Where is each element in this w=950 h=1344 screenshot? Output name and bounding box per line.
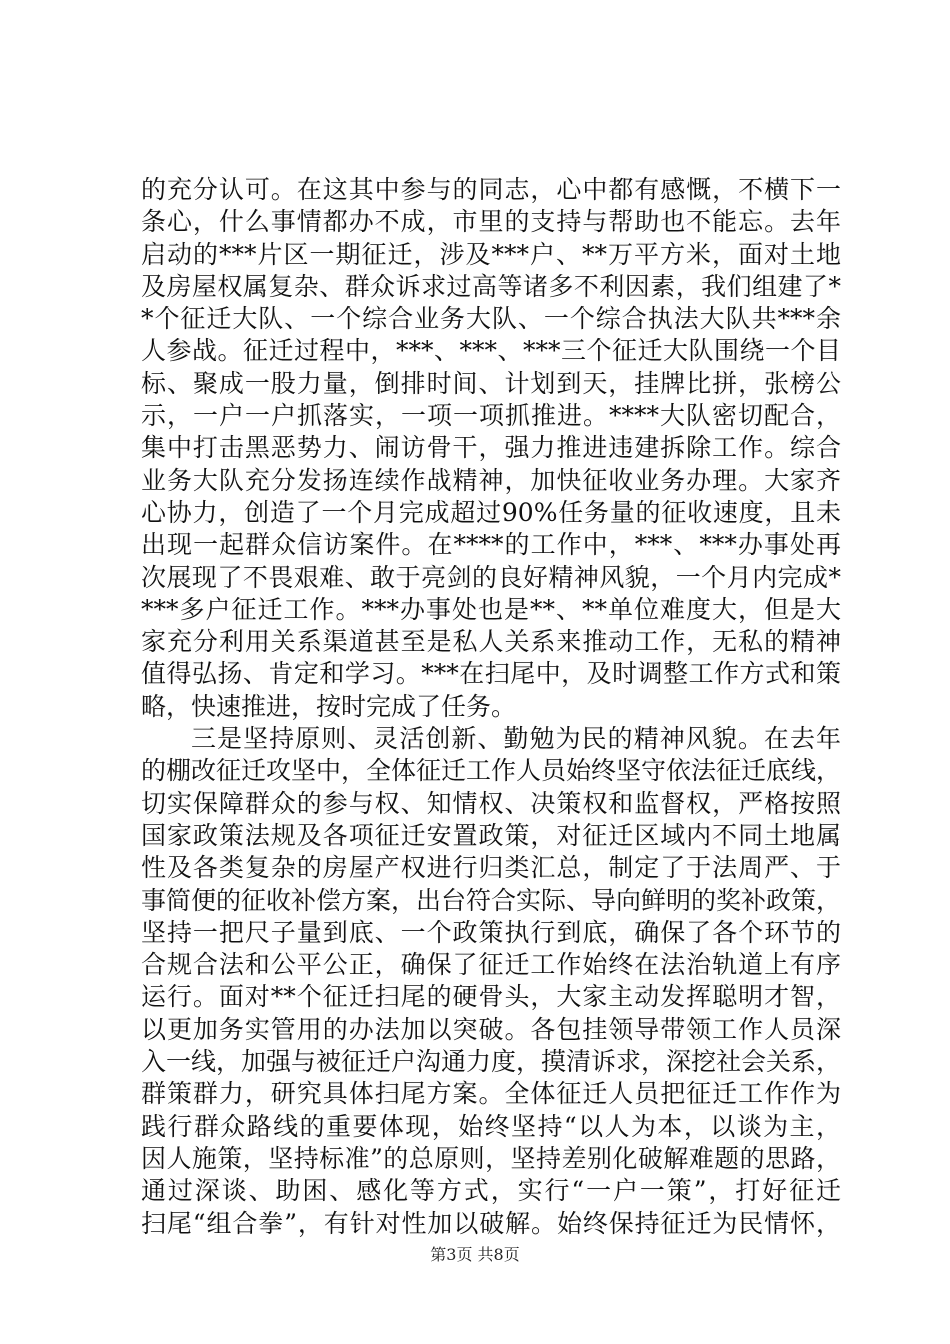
text-line: 群策群力，研究具体扫尾方案。全体征迁人员把征迁工作作为 [141,1079,841,1109]
text-line: 示，一户一户抓落实，一项一项抓推进。****大队密切配合， [141,401,841,431]
text-line: ***多户征迁工作。***办事处也是**、**单位难度大，但是大 [141,594,841,624]
text-line: 心协力，创造了一个月完成超过90%任务量的征收速度，且未 [141,497,841,527]
text-line: *个征迁大队、一个综合业务大队、一个综合执法大队共***余 [141,304,841,334]
text-line: 业务大队充分发扬连续作战精神，加快征收业务办理。大家齐 [141,465,841,495]
text-line: 切实保障群众的参与权、知情权、决策权和监督权，严格按照 [141,788,841,818]
paragraph-heading-line: 三是坚持原则、灵活创新、勤勉为民的精神风貌。在去年 [191,724,841,754]
text-line: 的棚改征迁攻坚中，全体征迁工作人员始终坚守依法征迁底线， [141,756,842,786]
text-line: 及房屋权属复杂、群众诉求过高等诸多不利因素，我们组建了* [141,271,841,301]
text-line: 的充分认可。在这其中参与的同志，心中都有感慨，不横下一 [141,175,841,204]
text-line: 人参战。征迁过程中，***、***、***三个征迁大队围绕一个目 [141,336,841,366]
text-line: 坚持一把尺子量到底、一个政策执行到底，确保了各个环节的 [141,917,841,947]
text-line: 家充分利用关系渠道甚至是私人关系来推动工作，无私的精神 [141,627,841,657]
text-line: 启动的***片区一期征迁，涉及***户、**万平方米，面对土地 [141,239,841,269]
text-line: 略，快速推进，按时完成了任务。 [141,691,517,721]
text-line: 运行。面对**个征迁扫尾的硬骨头，大家主动发挥聪明才智， [141,982,841,1012]
text-line: 标、聚成一股力量，倒排时间、计划到天，挂牌比拼，张榜公 [141,368,841,398]
text-line: 践行群众路线的重要体现，始终坚持“以人为本，以谈为主， [141,1111,841,1141]
text-line: 通过深谈、助困、感化等方式，实行“一户一策”，打好征迁 [141,1176,841,1206]
text-line: 以更加务实管用的办法加以突破。各包挂领导带领工作人员深 [141,1014,841,1044]
text-line: 入一线，加强与被征迁户沟通力度，摸清诉求，深挖社会关系， [141,1047,842,1077]
text-line: 条心，什么事情都办不成，市里的支持与帮助也不能忘。去年 [141,207,841,237]
text-line: 性及各类复杂的房屋产权进行归类汇总，制定了于法周严、于 [141,853,841,883]
text-line: 因人施策，坚持标准”的总原则，坚持差别化破解难题的思路， [141,1143,841,1173]
body-text [141,174,841,1240]
text-line: 事简便的征收补偿方案，出台符合实际、导向鲜明的奖补政策， [141,885,842,915]
text-line: 合规合法和公平公正，确保了征迁工作始终在法治轨道上有序 [141,950,841,980]
text-line: 次展现了不畏艰难、敢于亮剑的良好精神风貌，一个月内完成* [141,562,841,592]
text-line: 集中打击黑恶势力、闹访骨干，强力推进违建拆除工作。综合 [141,433,841,463]
page-number-footer: 第3页 共8页 [430,1245,520,1264]
text-line: 出现一起群众信访案件。在****的工作中，***、***办事处再 [141,530,841,560]
text-line: 国家政策法规及各项征迁安置政策，对征迁区域内不同土地属 [141,820,841,850]
text-line: 值得弘扬、肯定和学习。***在扫尾中，及时调整工作方式和策 [141,659,841,689]
text-line: 扫尾“组合拳”，有针对性加以破解。始终保持征迁为民情怀， [141,1208,841,1238]
